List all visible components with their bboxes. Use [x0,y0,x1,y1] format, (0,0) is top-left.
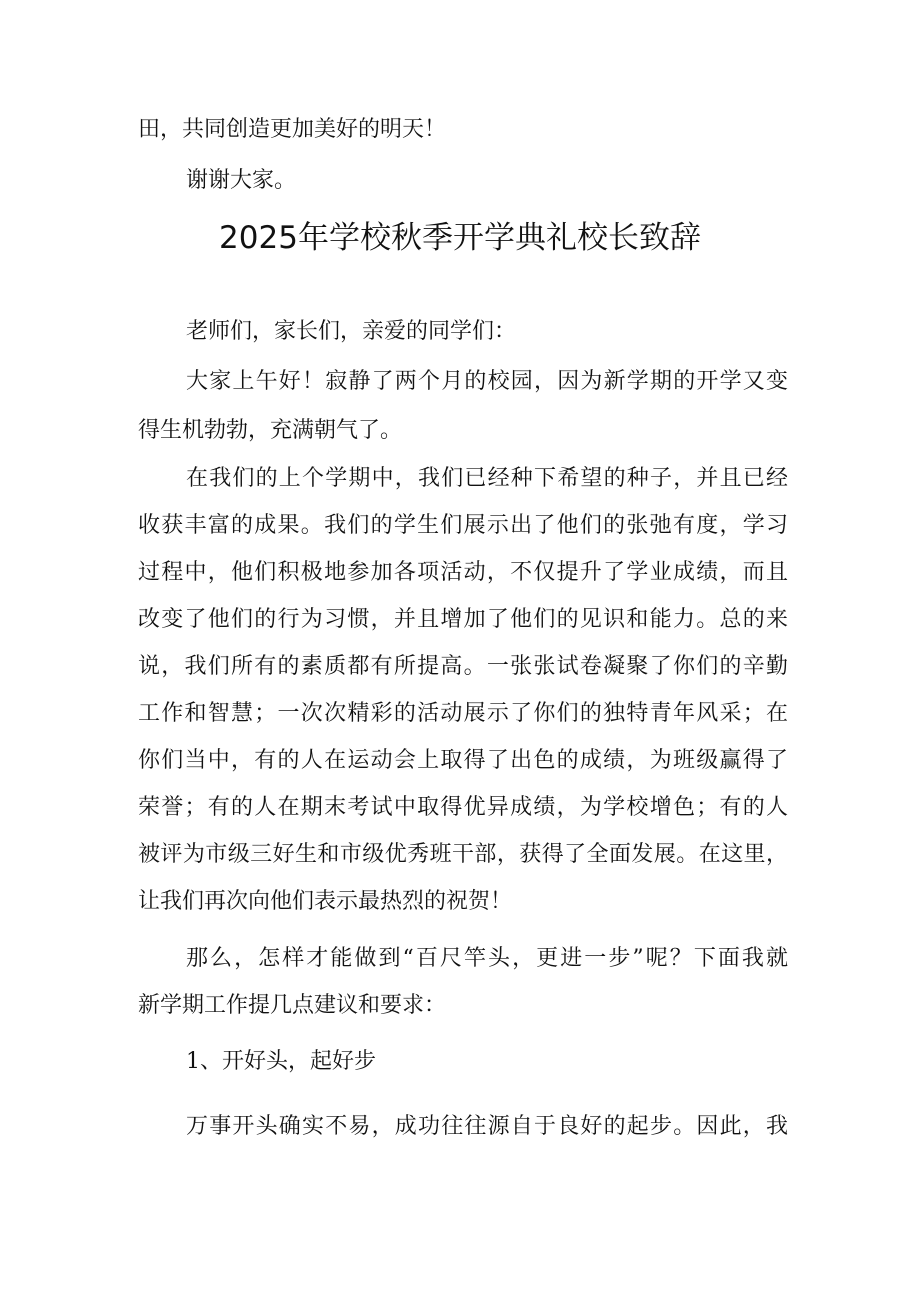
paragraph-1-line-1: 大家上午好！寂静了两个月的校园，因为新学期的开学又变 [186,369,788,394]
paragraph-2-line-7: 你们当中，有的人在运动会上取得了出色的成绩，为班级赢得了 [138,748,788,773]
salutation: 老师们，家长们，亲爱的同学们： [186,319,517,344]
paragraph-2-line-8: 荣誉；有的人在期末考试中取得优异成绩，为学校增色；有的人 [138,795,788,820]
paragraph-2-line-5: 说，我们所有的素质都有所提高。一张张试卷凝聚了你们的辛勤 [138,654,788,679]
section-heading-1: 1、开好头，起好步 [186,1049,376,1074]
paragraph-4-line-1: 万事开头确实不易，成功往往源自于良好的起步。因此，我 [186,1114,788,1139]
paragraph-2-line-4: 改变了他们的行为习惯，并且增加了他们的见识和能力。总的来 [138,607,788,632]
paragraph-2-line-2: 收获丰富的成果。我们的学生们展示出了他们的张弛有度，学习 [138,513,788,538]
paragraph-2-line-1: 在我们的上个学期中，我们已经种下希望的种子，并且已经 [186,466,788,491]
paragraph-3-line-2: 新学期工作提几点建议和要求： [138,993,447,1018]
paragraph-2-line-9: 被评为市级三好生和市级优秀班干部，获得了全面发展。在这里， [138,842,788,867]
previous-speech-closing-line: 田，共同创造更加美好的明天！ [138,117,447,142]
paragraph-2-line-3: 过程中，他们积极地参加各项活动，不仅提升了学业成绩，而且 [138,560,788,585]
paragraph-2-line-6: 工作和智慧；一次次精彩的活动展示了你们的独特青年风采；在 [138,701,788,726]
paragraph-3-line-1: 那么，怎样才能做到“百尺竿头，更进一步”呢？下面我就 [186,946,788,971]
speech-title: 2025年学校秋季开学典礼校长致辞 [219,220,701,256]
previous-speech-thanks: 谢谢大家。 [186,168,297,193]
paragraph-1-line-2: 得生机勃勃，充满朝气了。 [138,418,403,443]
paragraph-2-line-10: 让我们再次向他们表示最热烈的祝贺！ [138,889,513,914]
